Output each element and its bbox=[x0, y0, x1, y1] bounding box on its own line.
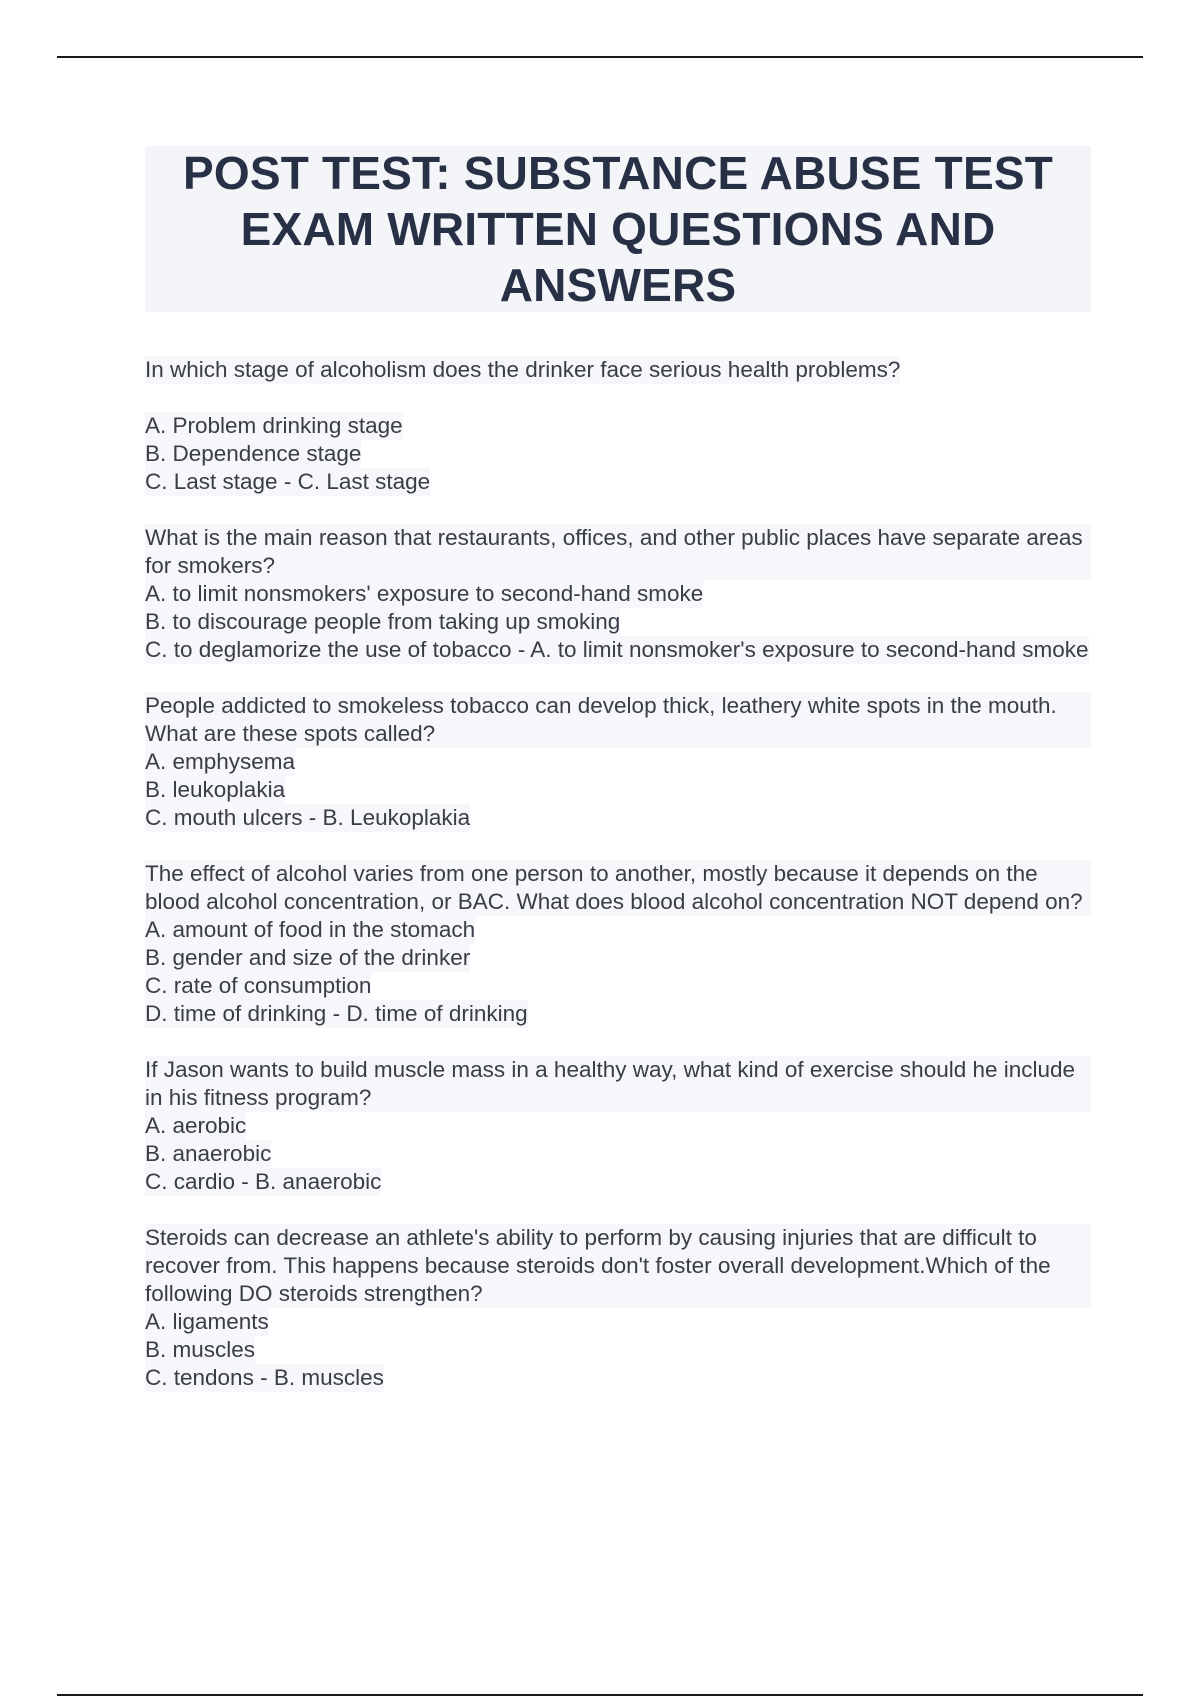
answer-option: A. amount of food in the stomach bbox=[145, 917, 476, 942]
answer-option: C. to deglamorize the use of tobacco - A. to limit nonsmoker's exposure to second-hand smoke bbox=[145, 637, 1089, 662]
top-rule bbox=[57, 56, 1143, 58]
answer-option: C. tendons - B. muscles bbox=[145, 1365, 384, 1390]
answer-option: B. anaerobic bbox=[145, 1141, 272, 1166]
answer-option: A. ligaments bbox=[145, 1309, 269, 1334]
answer-option: A. Problem drinking stage bbox=[145, 413, 403, 438]
qa-item-3 bbox=[145, 692, 1091, 832]
title-banner bbox=[145, 146, 1091, 312]
qa-list bbox=[145, 356, 1091, 1392]
question-text: Steroids can decrease an athlete's ability to perform by causing injuries that are difficult to recover from. This happens because steroids don't foster overall development.Which of the following DO steroids strengthen? bbox=[145, 1224, 1091, 1308]
answer-option: C. cardio - B. anaerobic bbox=[145, 1169, 382, 1194]
answer-option: C. rate of consumption bbox=[145, 973, 372, 998]
answer-option: B. gender and size of the drinker bbox=[145, 945, 471, 970]
qa-item-4 bbox=[145, 860, 1091, 1028]
qa-item-6 bbox=[145, 1224, 1091, 1392]
answer-option: C. mouth ulcers - B. Leukoplakia bbox=[145, 805, 471, 830]
answer-option: B. to discourage people from taking up smoking bbox=[145, 609, 621, 634]
qa-item-2 bbox=[145, 524, 1091, 664]
answer-option: A. to limit nonsmokers' exposure to second-hand smoke bbox=[145, 581, 704, 606]
qa-item-1 bbox=[145, 356, 1091, 496]
question-text: In which stage of alcoholism does the drinker face serious health problems? bbox=[145, 357, 901, 382]
question-text: People addicted to smokeless tobacco can develop thick, leathery white spots in the mouth. What are these spots called? bbox=[145, 692, 1091, 748]
answer-option: A. emphysema bbox=[145, 749, 296, 774]
answer-option: B. leukoplakia bbox=[145, 777, 286, 802]
answer-option: C. Last stage - C. Last stage bbox=[145, 469, 431, 494]
document-title: POST TEST: SUBSTANCE ABUSE TEST EXAM WRITTEN QUESTIONS AND ANSWERS bbox=[182, 147, 1054, 311]
question-text: The effect of alcohol varies from one person to another, mostly because it depends on the blood alcohol concentration, or BAC. What does blood alcohol concentration NOT depend on? bbox=[145, 860, 1091, 916]
question-text: If Jason wants to build muscle mass in a healthy way, what kind of exercise should he include in his fitness program? bbox=[145, 1056, 1091, 1112]
answer-option: B. muscles bbox=[145, 1337, 256, 1362]
bottom-rule bbox=[57, 1694, 1143, 1696]
answer-option: D. time of drinking - D. time of drinking bbox=[145, 1001, 528, 1026]
answer-option: B. Dependence stage bbox=[145, 441, 362, 466]
spacer bbox=[145, 384, 1091, 412]
question-text: What is the main reason that restaurants, offices, and other public places have separate areas for smokers? bbox=[145, 524, 1091, 580]
answer-option: A. aerobic bbox=[145, 1113, 247, 1138]
qa-item-5 bbox=[145, 1056, 1091, 1196]
